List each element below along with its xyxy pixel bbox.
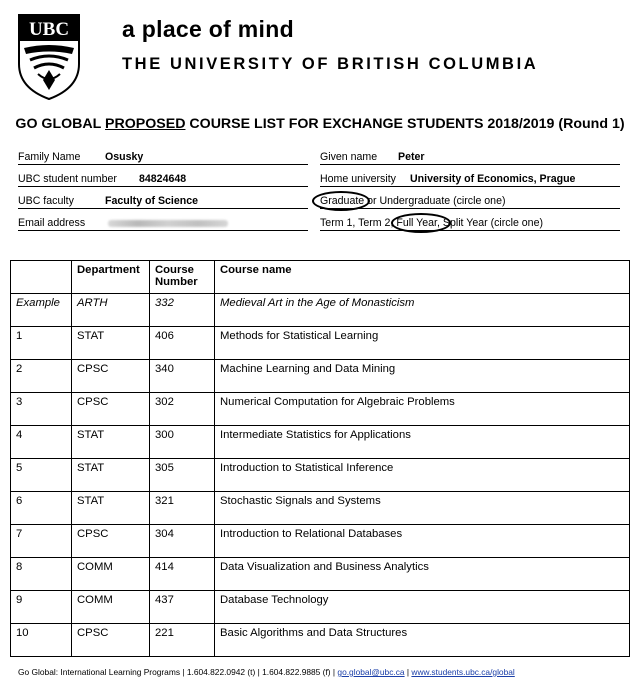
row-index: 4 bbox=[11, 426, 72, 459]
family-name-label: Family Name bbox=[18, 151, 81, 163]
row-index: 10 bbox=[11, 624, 72, 657]
row-course-name: Introduction to Relational Databases bbox=[215, 525, 630, 558]
row-index: 7 bbox=[11, 525, 72, 558]
row-course-name: Intermediate Statistics for Applications bbox=[215, 426, 630, 459]
home-university-line bbox=[320, 186, 620, 187]
table-row bbox=[11, 591, 630, 624]
table-row bbox=[11, 459, 630, 492]
row-department: CPSC bbox=[72, 393, 150, 426]
given-name-label: Given name bbox=[320, 151, 378, 163]
row-course-name: Introduction to Statistical Inference bbox=[215, 459, 630, 492]
row-course-name: Machine Learning and Data Mining bbox=[215, 360, 630, 393]
home-university-value: University of Economics, Prague bbox=[410, 173, 576, 185]
row-department: CPSC bbox=[72, 360, 150, 393]
row-department: STAT bbox=[72, 492, 150, 525]
email-label: Email address bbox=[18, 217, 86, 229]
title-prefix: GO GLOBAL bbox=[15, 116, 102, 132]
row-course-number: 321 bbox=[150, 492, 215, 525]
row-index: 1 bbox=[11, 327, 72, 360]
family-name-value: Osusky bbox=[105, 151, 144, 163]
table-row bbox=[11, 360, 630, 393]
row-department: STAT bbox=[72, 459, 150, 492]
given-name-line bbox=[320, 164, 620, 165]
row-course-name: Basic Algorithms and Data Structures bbox=[215, 624, 630, 657]
table-row bbox=[11, 492, 630, 525]
svg-text:UBC: UBC bbox=[28, 19, 70, 40]
table-row bbox=[11, 393, 630, 426]
row-index: Example bbox=[11, 294, 72, 327]
row-course-number: 332 bbox=[150, 294, 215, 327]
footer-text: Go Global: International Learning Programs | 1.604.822.0942 (t) | 1.604.822.9885 (f) | bbox=[18, 667, 338, 677]
row-course-name: Medieval Art in the Age of Monasticism bbox=[215, 294, 630, 327]
row-course-number: 406 bbox=[150, 327, 215, 360]
row-course-number: 414 bbox=[150, 558, 215, 591]
table-row bbox=[11, 426, 630, 459]
footer-website-link[interactable]: www.students.ubc.ca/global bbox=[411, 667, 515, 677]
row-course-name: Database Technology bbox=[215, 591, 630, 624]
row-course-name: Numerical Computation for Algebraic Problems bbox=[215, 393, 630, 426]
row-department: COMM bbox=[72, 591, 150, 624]
row-department: STAT bbox=[72, 327, 150, 360]
row-course-name: Stochastic Signals and Systems bbox=[215, 492, 630, 525]
header-course-name: Course name bbox=[215, 261, 630, 294]
family-name-line bbox=[18, 164, 308, 165]
row-index: 9 bbox=[11, 591, 72, 624]
row-index: 2 bbox=[11, 360, 72, 393]
table-row bbox=[11, 294, 630, 327]
header-department: Department bbox=[72, 261, 150, 294]
row-department: CPSC bbox=[72, 525, 150, 558]
table-row bbox=[11, 525, 630, 558]
row-index: 3 bbox=[11, 393, 72, 426]
level-line bbox=[320, 208, 620, 209]
row-course-number: 340 bbox=[150, 360, 215, 393]
ubc-crest-logo bbox=[18, 14, 80, 100]
faculty-label: UBC faculty bbox=[18, 195, 74, 207]
student-number-label: UBC student number bbox=[18, 173, 117, 185]
tagline: a place of mind bbox=[122, 16, 294, 42]
row-course-number: 304 bbox=[150, 525, 215, 558]
header-index bbox=[11, 261, 72, 294]
row-department: STAT bbox=[72, 426, 150, 459]
title-suffix: COURSE LIST FOR EXCHANGE STUDENTS 2018/2019 (Round 1) bbox=[189, 116, 625, 132]
course-table bbox=[10, 260, 630, 657]
row-index: 6 bbox=[11, 492, 72, 525]
table-row bbox=[11, 624, 630, 657]
row-index: 8 bbox=[11, 558, 72, 591]
row-course-number: 300 bbox=[150, 426, 215, 459]
term-line bbox=[320, 230, 620, 231]
given-name-value: Peter bbox=[398, 151, 425, 163]
row-course-number: 221 bbox=[150, 624, 215, 657]
level-choice: Graduate or Undergraduate (circle one) bbox=[320, 195, 506, 207]
university-name: THE UNIVERSITY OF BRITISH COLUMBIA bbox=[122, 55, 539, 73]
row-department: ARTH bbox=[72, 294, 150, 327]
table-row bbox=[11, 327, 630, 360]
footer bbox=[18, 667, 515, 677]
row-course-number: 302 bbox=[150, 393, 215, 426]
email-value-redacted bbox=[108, 217, 228, 229]
row-department: COMM bbox=[72, 558, 150, 591]
page-title bbox=[0, 116, 640, 132]
row-index: 5 bbox=[11, 459, 72, 492]
row-course-number: 437 bbox=[150, 591, 215, 624]
row-course-number: 305 bbox=[150, 459, 215, 492]
title-underlined: PROPOSED bbox=[105, 116, 186, 132]
table-header-row bbox=[11, 261, 630, 294]
home-university-label: Home university bbox=[320, 173, 396, 185]
email-line bbox=[18, 230, 308, 231]
faculty-value: Faculty of Science bbox=[105, 195, 199, 207]
footer-email-link[interactable]: go.global@ubc.ca bbox=[337, 667, 405, 677]
faculty-line bbox=[18, 208, 308, 209]
student-number-line bbox=[18, 186, 308, 187]
table-row bbox=[11, 558, 630, 591]
footer-separator: | bbox=[404, 667, 412, 677]
row-department: CPSC bbox=[72, 624, 150, 657]
header-course-number: Course Number bbox=[150, 261, 215, 294]
row-course-name: Methods for Statistical Learning bbox=[215, 327, 630, 360]
term-choice: Term 1, Term 2, Full Year, Split Year (circle one) bbox=[320, 217, 543, 229]
student-number-value: 84824648 bbox=[139, 173, 187, 185]
row-course-name: Data Visualization and Business Analytics bbox=[215, 558, 630, 591]
